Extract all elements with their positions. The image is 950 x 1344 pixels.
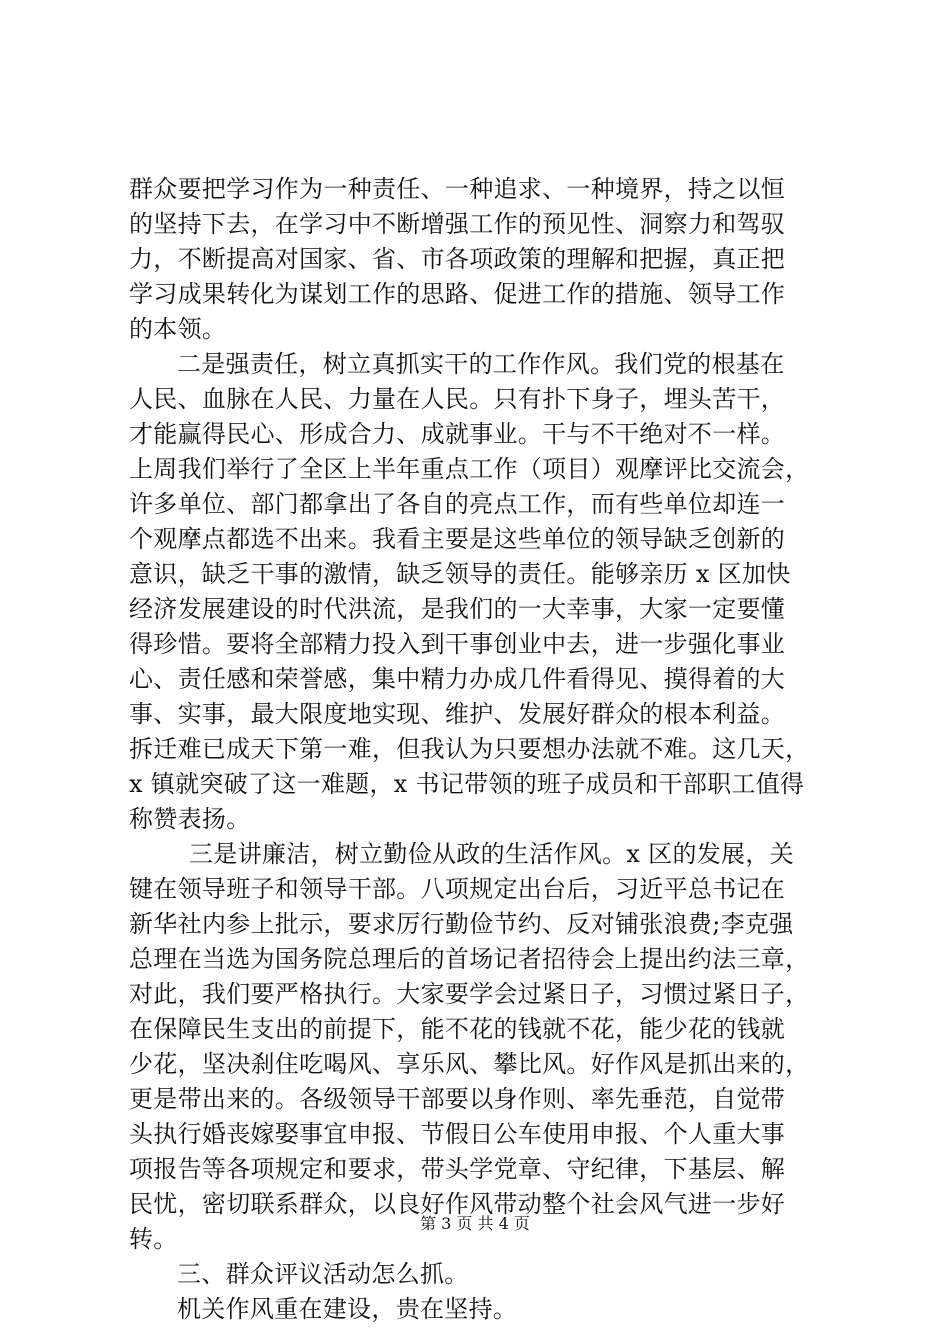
text-line: 更是带出来的。各级领导干部要以身作则、率先垂范，自觉带 bbox=[129, 1085, 786, 1113]
text-line: 许多单位、部门都拿出了各自的亮点工作，而有些单位却连一 bbox=[129, 490, 786, 518]
text-line: 得珍惜。要将全部精力投入到干事创业中去，进一步强化事业 bbox=[129, 630, 786, 658]
text-line: 才能赢得民心、形成合力、成就事业。干与不干绝对不一样。 bbox=[129, 420, 786, 448]
text-line: 学习成果转化为谋划工作的思路、促进工作的措施、领导工作 bbox=[129, 280, 786, 308]
text-line: 上周我们举行了全区上半年重点工作（项目）观摩评比交流会， bbox=[129, 455, 810, 483]
paragraph-start-line: 二是强责任，树立真抓实干的工作作风。我们党的根基在 bbox=[177, 350, 785, 378]
text-line: 意识，缺乏干事的激情，缺乏领导的责任。能够亲历 x 区加快 bbox=[129, 560, 791, 588]
text-line: 拆迁难已成天下第一难，但我认为只要想办法就不难。这几天， bbox=[129, 735, 810, 763]
text-line: 在保障民生支出的前提下，能不花的钱就不花，能少花的钱就 bbox=[129, 1015, 786, 1043]
text-line: 键在领导班子和领导干部。八项规定出台后，习近平总书记在 bbox=[129, 875, 786, 903]
text-line: 总理在当选为国务院总理后的首场记者招待会上提出约法三章， bbox=[129, 945, 810, 973]
text-line: 力，不断提高对国家、省、市各项政策的理解和把握，真正把 bbox=[129, 245, 786, 273]
text-line: 转。 bbox=[129, 1225, 178, 1253]
text-line: 称赞表扬。 bbox=[129, 805, 251, 833]
section-heading: 三、群众评议活动怎么抓。 bbox=[177, 1260, 469, 1288]
text-line: x 镇就突破了这一难题，x 书记带领的班子成员和干部职工值得 bbox=[129, 770, 805, 798]
page-number-footer: 第 3 页 共 4 页 bbox=[420, 1214, 530, 1233]
text-line: 头执行婚丧嫁娶事宜申报、节假日公车使用申报、个人重大事 bbox=[129, 1120, 786, 1148]
body-text bbox=[129, 172, 829, 1327]
text-line: 少花，坚决刹住吃喝风、享乐风、攀比风。好作风是抓出来的， bbox=[129, 1050, 810, 1078]
text-line: 经济发展建设的时代洪流，是我们的一大幸事，大家一定要懂 bbox=[129, 595, 786, 623]
text-line: 民忧，密切联系群众，以良好作风带动整个社会风气进一步好 bbox=[129, 1190, 786, 1218]
text-line: 新华社内参上批示，要求厉行勤俭节约、反对铺张浪费;李克强 bbox=[129, 910, 794, 938]
paragraph-start-line: 三是讲廉洁，树立勤俭从政的生活作风。x 区的发展，关 bbox=[189, 840, 794, 868]
paragraph-start-line: 机关作风重在建设，贵在坚持。 bbox=[177, 1295, 518, 1323]
text-line: 对此，我们要严格执行。大家要学会过紧日子，习惯过紧日子， bbox=[129, 980, 810, 1008]
text-line: 人民、血脉在人民、力量在人民。只有扑下身子，埋头苦干， bbox=[129, 385, 786, 413]
text-line: 事、实事，最大限度地实现、维护、发展好群众的根本利益。 bbox=[129, 700, 786, 728]
text-line: 的坚持下去，在学习中不断增强工作的预见性、洞察力和驾驭 bbox=[129, 210, 786, 238]
text-line: 心、责任感和荣誉感，集中精力办成几件看得见、摸得着的大 bbox=[129, 665, 786, 693]
text-line: 的本领。 bbox=[129, 315, 227, 343]
text-line: 群众要把学习作为一种责任、一种追求、一种境界，持之以恒 bbox=[129, 175, 786, 203]
text-line: 项报告等各项规定和要求，带头学党章、守纪律，下基层、解 bbox=[129, 1155, 786, 1183]
text-line: 个观摩点都选不出来。我看主要是这些单位的领导缺乏创新的 bbox=[129, 525, 786, 553]
